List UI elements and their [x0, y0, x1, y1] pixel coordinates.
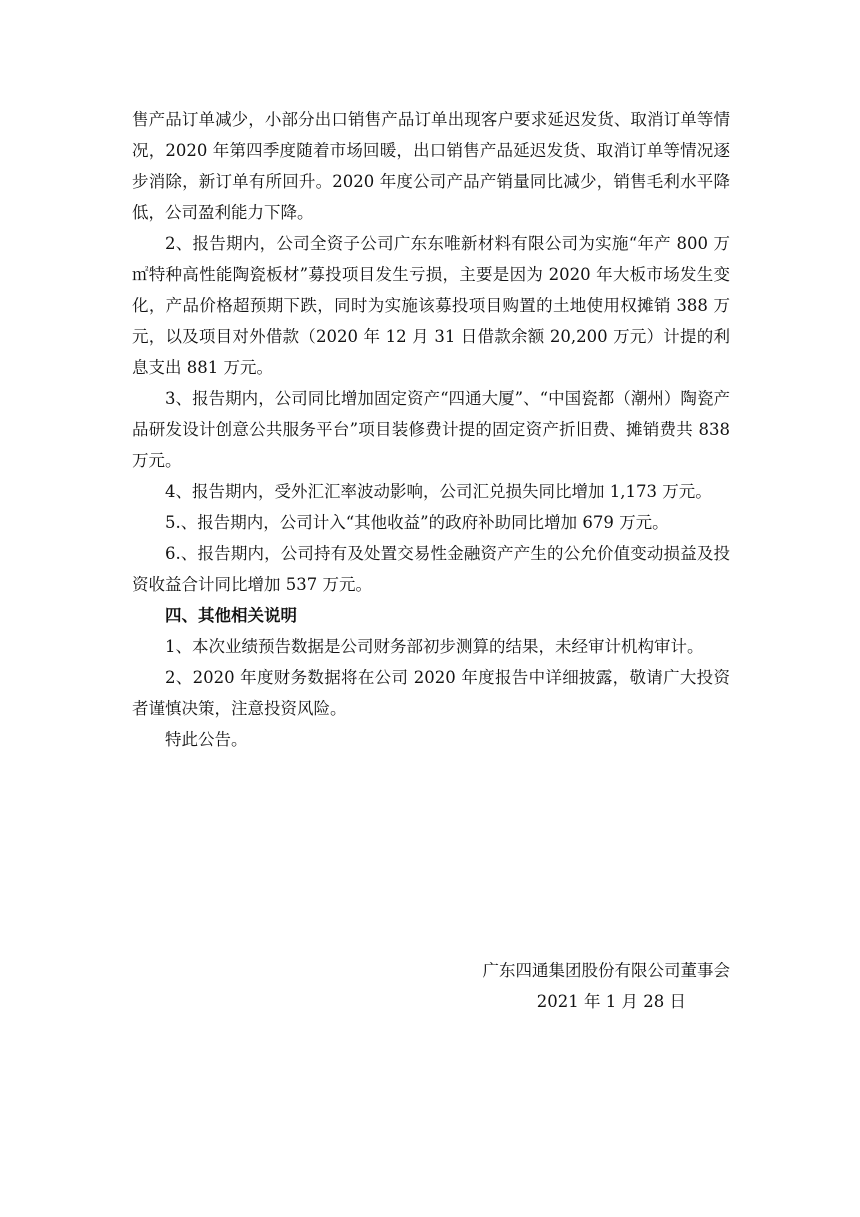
- note-item-1: 1、本次业绩预告数据是公司财务部初步测算的结果，未经审计机构审计。: [165, 637, 704, 656]
- note-item-2: 2、2020 年度财务数据将在公司 2020 年度报告中详细披露，敬请广大投资者谨慎决策，注意投资风险。: [132, 668, 730, 718]
- paragraph-item-3: 3、报告期内，公司同比增加固定资产“四通大厦”、“中国瓷都（潮州）陶瓷产品研发设计创意公共服务平台”项目装修费计提的固定资产折旧费、摊销费共 838 万元。: [132, 389, 730, 470]
- paragraph-item-6: 6.、报告期内，公司持有及处置交易性金融资产产生的公允价值变动损益及投资收益合计同比增加 537 万元。: [132, 544, 730, 594]
- paragraph-continuation: 售产品订单减少，小部分出口销售产品订单出现客户要求延迟发货、取消订单等情况，2020 年第四季度随着市场回暖，出口销售产品延迟发货、取消订单等情况逐步消除，新订单有所回升。2020 年度公司产品产销量同比减少，销售毛利水平降低，公司盈利能力下降。: [132, 110, 730, 222]
- paragraph-item-4: 4、报告期内，受外汇汇率波动影响，公司汇兑损失同比增加 1,173 万元。: [165, 482, 712, 501]
- signature-organization: 广东四通集团股份有限公司董事会: [482, 961, 730, 980]
- closing-statement: 特此公告。: [165, 730, 248, 749]
- paragraph-item-5: 5.、报告期内，公司计入“其他收益”的政府补助同比增加 679 万元。: [165, 513, 669, 532]
- paragraph-item-2: 2、报告期内，公司全资子公司广东东唯新材料有限公司为实施“年产 800 万㎡特种高性能陶瓷板材”募投项目发生亏损，主要是因为 2020 年大板市场发生变化，产品价格超预期下跌，同时为实施该募投项目购置的土地使用权摊销 388 万元，以及项目对外借款（2020 年 12 月 31 日借款余额 20,200 万元）计提的利息支出 881 万元。: [132, 234, 730, 377]
- document-body: [132, 104, 730, 755]
- section-heading: 四、其他相关说明: [165, 606, 297, 625]
- signature-date: 2021 年 1 月 28 日: [536, 992, 686, 1011]
- signature-block: [483, 955, 731, 1017]
